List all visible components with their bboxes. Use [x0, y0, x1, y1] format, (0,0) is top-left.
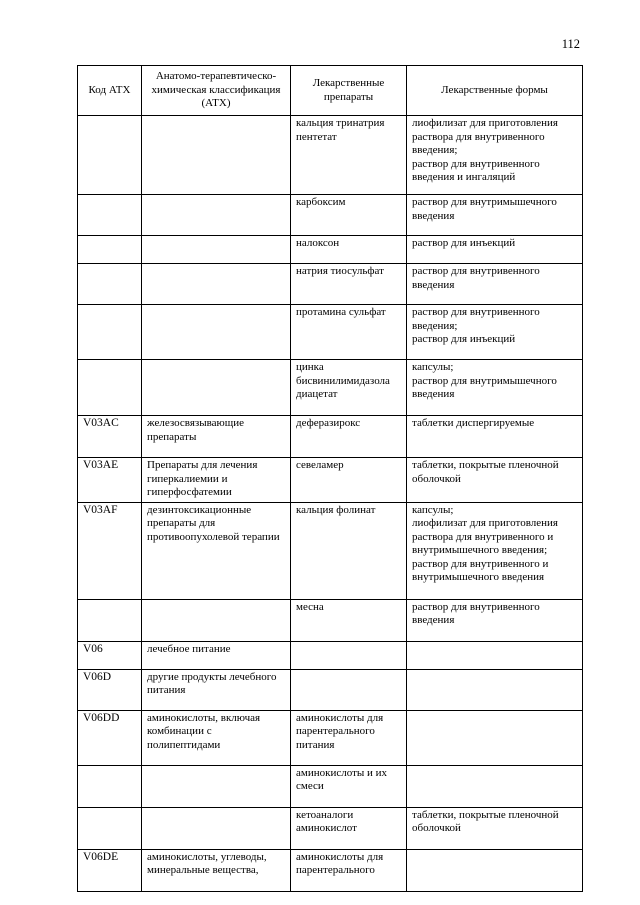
dosage-form-line: таблетки диспергируемые — [412, 417, 535, 429]
dosage-forms-cell — [407, 360, 583, 416]
atc-classification-cell — [142, 116, 291, 195]
dosage-form-line: капсулы; — [412, 361, 454, 373]
atc-code-cell: V03AF — [78, 502, 142, 599]
table-row — [78, 765, 583, 807]
header-code: Код АТХ — [78, 66, 142, 116]
atc-code-cell: V03AE — [78, 458, 142, 503]
drug-name-cell: деферазирокс — [291, 416, 407, 458]
atc-classification-cell: Препараты для лечения гиперкалиемии и гиперфосфатемии — [142, 458, 291, 503]
dosage-forms-cell — [407, 669, 583, 710]
atc-code-cell — [78, 360, 142, 416]
atc-code-cell — [78, 264, 142, 305]
table-row — [78, 116, 583, 195]
drug-name-cell: налоксон — [291, 236, 407, 264]
drug-name-cell: кальция фолинат — [291, 502, 407, 599]
atc-classification-cell: аминокислоты, включая комбинации с полипептидами — [142, 710, 291, 765]
atc-code-cell — [78, 807, 142, 849]
page-number: 112 — [561, 37, 580, 51]
atc-classification-cell: другие продукты лечебного питания — [142, 669, 291, 710]
header-forms: Лекарственные формы — [407, 66, 583, 116]
dosage-forms-cell — [407, 502, 583, 599]
dosage-form-line: раствор для внутримышечного введения — [412, 374, 557, 400]
drug-name-cell — [291, 669, 407, 710]
atc-code-cell: V06DD — [78, 710, 142, 765]
dosage-forms-cell — [407, 305, 583, 360]
atc-code-cell — [78, 305, 142, 360]
dosage-forms-cell — [407, 195, 583, 236]
drug-name-cell: аминокислоты для парентерального питания — [291, 710, 407, 765]
atc-classification-cell: аминокислоты, углеводы, минеральные вещества, — [142, 849, 291, 891]
dosage-form-line: раствор для инъекций — [412, 333, 516, 345]
drug-name-cell: натрия тиосульфат — [291, 264, 407, 305]
atc-classification-cell — [142, 195, 291, 236]
drug-name-cell: севеламер — [291, 458, 407, 503]
drug-name-cell: кальция тринатрия пентетат — [291, 116, 407, 195]
dosage-form-line: раствор для внутривенного и внутримышечного введения — [412, 557, 549, 583]
dosage-forms-cell — [407, 641, 583, 669]
dosage-form-line: лиофилизат для приготовления раствора для внутривенного введения; — [412, 117, 558, 156]
dosage-form-line: раствор для внутривенного введения и ингаляций — [412, 157, 540, 183]
atc-code-cell — [78, 116, 142, 195]
drug-name-cell — [291, 641, 407, 669]
drug-name-cell: протамина сульфат — [291, 305, 407, 360]
atc-classification-cell — [142, 264, 291, 305]
dosage-form-line: таблетки, покрытые пленочной оболочкой — [412, 459, 559, 485]
atc-code-cell — [78, 236, 142, 264]
dosage-forms-cell — [407, 458, 583, 503]
atc-code-cell: V06DE — [78, 849, 142, 891]
table-row — [78, 641, 583, 669]
dosage-forms-cell — [407, 236, 583, 264]
atc-classification-cell — [142, 236, 291, 264]
dosage-form-line: раствор для внутривенного введения — [412, 265, 540, 291]
dosage-forms-cell — [407, 849, 583, 891]
dosage-form-line: раствор для инъекций — [412, 237, 516, 249]
atc-classification-cell: лечебное питание — [142, 641, 291, 669]
atc-classification-cell — [142, 765, 291, 807]
atc-classification-cell — [142, 807, 291, 849]
dosage-forms-cell — [407, 599, 583, 641]
table-body — [78, 116, 583, 892]
atc-classification-cell — [142, 599, 291, 641]
table-row — [78, 236, 583, 264]
header-drugs: Лекарственные препараты — [291, 66, 407, 116]
dosage-form-line: раствор для внутривенного введения; — [412, 306, 540, 332]
atc-code-cell — [78, 765, 142, 807]
table-header-row — [78, 66, 583, 116]
dosage-form-line: лиофилизат для приготовления раствора для внутривенного и внутримышечного введения; — [412, 517, 558, 556]
drug-name-cell: цинка бисвинилимидазола диацетат — [291, 360, 407, 416]
dosage-forms-cell — [407, 264, 583, 305]
atc-code-cell: V06D — [78, 669, 142, 710]
table-row — [78, 458, 583, 503]
atc-code-cell: V06 — [78, 641, 142, 669]
table-row — [78, 849, 583, 891]
table-row — [78, 807, 583, 849]
dosage-forms-cell — [407, 765, 583, 807]
dosage-forms-cell — [407, 710, 583, 765]
atc-classification-cell: железосвязывающие препараты — [142, 416, 291, 458]
drug-name-cell: аминокислоты и их смеси — [291, 765, 407, 807]
dosage-forms-cell — [407, 807, 583, 849]
table-row — [78, 599, 583, 641]
atc-classification-cell — [142, 305, 291, 360]
drug-name-cell: кетоаналоги аминокислот — [291, 807, 407, 849]
table-row — [78, 416, 583, 458]
table-row — [78, 305, 583, 360]
dosage-forms-cell — [407, 116, 583, 195]
dosage-form-line: раствор для внутривенного введения — [412, 600, 540, 626]
table-row — [78, 710, 583, 765]
dosage-forms-cell — [407, 416, 583, 458]
table-row — [78, 264, 583, 305]
atc-classification-cell — [142, 360, 291, 416]
atc-drug-table — [77, 65, 583, 892]
drug-name-cell: месна — [291, 599, 407, 641]
atc-code-cell — [78, 195, 142, 236]
atc-classification-cell: дезинтоксикационные препараты для противоопухолевой терапии — [142, 502, 291, 599]
table-row — [78, 502, 583, 599]
dosage-form-line: капсулы; — [412, 503, 454, 516]
dosage-form-line: таблетки, покрытые пленочной оболочкой — [412, 808, 559, 834]
drug-name-cell: аминокислоты для парентерального — [291, 849, 407, 891]
drug-name-cell: карбоксим — [291, 195, 407, 236]
table-row — [78, 195, 583, 236]
atc-code-cell — [78, 599, 142, 641]
dosage-form-line: раствор для внутримышечного введения — [412, 196, 557, 222]
atc-code-cell: V03AC — [78, 416, 142, 458]
table-row — [78, 360, 583, 416]
header-atc: Анатомо-терапевтическо-химическая классификация (АТХ) — [142, 66, 291, 116]
table-row — [78, 669, 583, 710]
